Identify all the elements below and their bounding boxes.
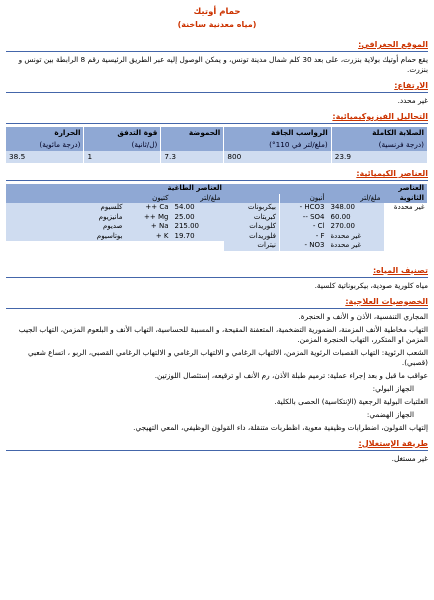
physico-col-unit: (ل/ثانية): [84, 139, 161, 151]
therapeutic-line: إلتهاب القولون، اضطرابات وظيفية معوية، اظطربات متنقلة، داء القولون الوظيفي، المعي التهيجي.: [133, 422, 428, 432]
physico-col-value: 23.9: [331, 151, 427, 163]
chem-row: [6, 222, 428, 232]
therapeutic-line: الجهاز الهضمي:: [366, 409, 414, 419]
anion-formula: Cl -: [280, 222, 328, 232]
physico-table: [6, 127, 428, 163]
section-divider: [6, 277, 428, 278]
exploitation-text: غير مستغل.: [391, 453, 428, 463]
cation-value: 54.00: [172, 203, 224, 213]
chem-subheader-row: [6, 194, 428, 204]
exploitation-section: [6, 438, 428, 464]
section-divider: [6, 450, 428, 451]
anion-formula: SO4 --: [280, 213, 328, 223]
section-divider: [6, 308, 428, 309]
cation-formula: Na +: [126, 222, 172, 232]
physico-header-row: [6, 127, 428, 139]
physico-col-value: 7.3: [161, 151, 224, 163]
therapeutic-line: الشعب الرئوية: التهاب القصبات الرئوية المزمن، الالتهاب الرغامي و الالتهاب الرغامي و الالتهاب الرغامي القصبي، الربو ، اتساع شعبي (قصبي).: [27, 347, 428, 367]
chem-row: [6, 203, 428, 213]
cation-name: كلسيوم: [6, 203, 126, 213]
anion-name: بيكربونات: [224, 203, 280, 213]
physico-unit-row: [6, 139, 428, 151]
anion-name: نيترات: [224, 241, 280, 251]
secondary-value: غير محددة: [384, 203, 428, 251]
cation-name: صديوم: [6, 222, 126, 232]
chem-row: [6, 232, 428, 242]
physico-col-unit: (درجة مائوية): [6, 139, 84, 151]
therapeutic-heading: الخصوصيات العلاجية:: [345, 296, 428, 306]
cation-unit-label: ملغ/لتر: [172, 194, 224, 204]
cation-formula: Ca ++: [126, 203, 172, 213]
anion-value: غير محددة: [328, 241, 384, 251]
anion-name: كلوريدات: [224, 222, 280, 232]
therapeutic-line: المجاري التنفسية، الأذن و الأنف و الحنجرة.: [298, 311, 428, 321]
altitude-heading: الارتفاع:: [394, 81, 428, 90]
cation-label: كتيون: [126, 194, 172, 204]
therapeutic-line: الجهاز البولي:: [372, 383, 414, 393]
physico-section: [6, 111, 428, 163]
physico-col-name: الرواسب الجافة: [224, 127, 331, 139]
anion-formula: HCO3 -: [280, 203, 328, 213]
therapeutic-section: [6, 296, 428, 433]
chemical-heading: العناصر الكيميائية:: [356, 169, 428, 178]
anion-value: 270.00: [328, 222, 384, 232]
chemical-table: [6, 184, 428, 251]
therapeutic-line: الغلتيات البولية الرجعية (الإنتكاسية) الحصى بالكلية.: [274, 396, 428, 406]
physico-col-name: الحرارة: [6, 127, 84, 139]
altitude-section: [6, 80, 428, 106]
cation-value: 215.00: [172, 222, 224, 232]
cation-empty-cell: [6, 241, 224, 251]
classification-section: [6, 265, 428, 291]
chem-row: [6, 241, 428, 251]
altitude-text: غير محدد.: [397, 96, 428, 105]
physico-col-value: 38.5: [6, 151, 84, 163]
anion-name: كبريتات: [224, 213, 280, 223]
section-divider: [6, 92, 428, 93]
cation-value: 19.70: [172, 232, 224, 242]
classification-heading: تصنيف المياه:: [372, 265, 428, 275]
anion-name: فلوريدات: [224, 232, 280, 242]
physico-col-name: قوة التدفق: [84, 127, 161, 139]
page-subtitle: (مياه معدنية ساخنة): [177, 20, 257, 29]
therapeutic-line: التهاب مخاطية الأنف المزمنة، الضمورية التضخمية، المتعفنة المقيحة، و المسببة للحساسية، التهاب الأنف و البلعوم المزمن، التهاب الجيب المزمن او المتكرر، التهاب الحنجرة المزمن.: [18, 324, 428, 344]
cation-value: 25.00: [172, 213, 224, 223]
physico-value-row: [6, 151, 428, 163]
anion-formula: NO3 -: [280, 241, 328, 251]
cation-name: بوتاسيوم: [6, 232, 126, 242]
cation-name: مانيزيوم: [6, 213, 126, 223]
geography-text: يقع حمام أوتيك بولاية بنزرت، على بعد 30 كلم شمال مدينة تونس، و يمكن الوصول إليه عبر الطريق الرئيسية رقم 8 الرابطة بين تونس و بنزرت.: [18, 55, 428, 74]
physico-heading: التحاليل الفيزيوكيميائية:: [332, 112, 428, 121]
physico-col-value: 1: [84, 151, 161, 163]
physico-col-name: الحموضة: [161, 127, 224, 139]
exploitation-heading: طريقة الإستغلال:: [358, 438, 428, 448]
anion-label: أنيون: [280, 194, 328, 204]
geography-section: [6, 39, 428, 75]
anion-unit-label: ملغ/لتر: [328, 194, 384, 204]
physico-col-name: الصلابة الكاملة: [331, 127, 427, 139]
physico-col-unit: (ملغ/لتر في 110°): [224, 139, 331, 151]
page-title: حمام أوتيك: [193, 7, 241, 17]
physico-col-value: 800: [224, 151, 331, 163]
anion-value: 348.00: [328, 203, 384, 213]
cation-name-blank: [6, 194, 126, 204]
physico-col-unit: [161, 139, 224, 151]
section-divider: [6, 180, 428, 181]
anion-value: 60.00: [328, 213, 384, 223]
geography-heading: الموقع الجغرافي:: [358, 40, 428, 49]
therapeutic-line: عواقب ما قبل و بعد إجراء عملية: ترميم طبلة الأذن، رم الأنف او ترقيعه، إستئصال اللوزتين.: [154, 370, 428, 380]
anion-formula: F -: [280, 232, 328, 242]
section-divider: [6, 123, 428, 124]
cation-formula: K +: [126, 232, 172, 242]
anion-value: غير محددة: [328, 232, 384, 242]
chem-header-row: [6, 184, 428, 194]
main-header: العناصر الطاغية: [6, 184, 384, 194]
section-divider: [6, 51, 428, 52]
physico-col-unit: (درجة فرنسية): [331, 139, 427, 151]
chemical-section: [6, 168, 428, 251]
secondary-header: العناصر الثانوية: [384, 184, 428, 203]
anion-name-blank: [224, 194, 280, 204]
cation-formula: Mg ++: [126, 213, 172, 223]
classification-text: مياه كلورية صودية، بيكربوناتية كلسية.: [314, 280, 428, 290]
chem-row: [6, 213, 428, 223]
